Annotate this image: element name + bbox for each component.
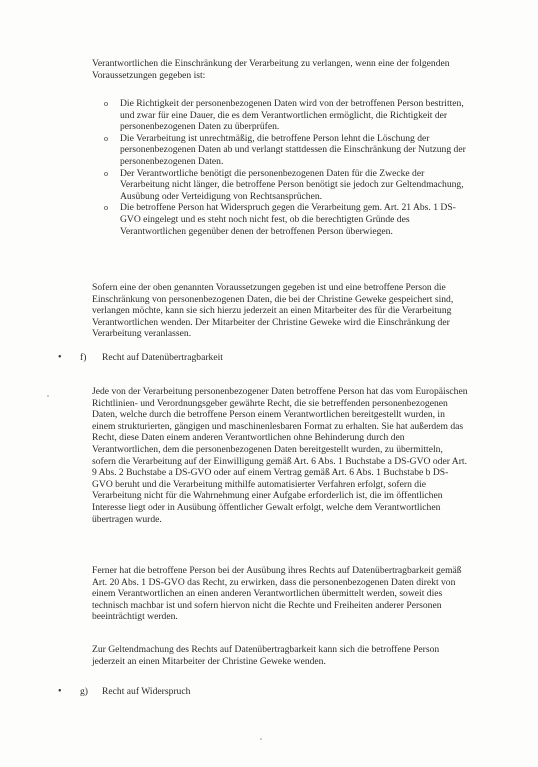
condition-text: Die Richtigkeit der personenbezogenen Daten wird von der betroffenen Person bestritten, und zwar für eine Dauer, die es dem Verantwortlichen ermöglicht, die Richtigkeit der personenbezogenen Daten zu überprüfen. (120, 98, 464, 133)
condition-text: Die betroffene Person hat Widerspruch gegen die Verarbeitung gem. Art. 21 Abs. 1 DS-GVO eingelegt und es steht noch nicht fest, ob die berechtigten Gründe des Verantwortlichen gegenüber denen der betroffenen Person überwiegen. (120, 202, 456, 237)
conditions-list (104, 98, 470, 237)
bullet-icon: • (58, 352, 62, 363)
section-heading-f (58, 352, 223, 364)
circle-bullet-icon: o (104, 203, 108, 213)
circle-bullet-icon: o (104, 133, 108, 143)
circle-bullet-icon: o (104, 99, 108, 108)
section-number: g) (80, 686, 88, 697)
portability-paragraph-3: Zur Geltendmachung des Rechts auf Datenübertragbarkeit kann sich die betroffene Person jederzeit an einen Mitarbeiter der Christine Geweke wenden. (92, 644, 440, 667)
list-item (104, 168, 470, 203)
portability-paragraph-2: Ferner hat die betroffene Person bei der Ausübung ihres Rechts auf Datenübertragbarkeit gemäß Art. 20 Abs. 1 DS-GVO das Recht, zu erwirken, dass die personenbezogenen Daten direkt von einem Verantwortlichen an einen anderen Verantwortlichen übermittelt werden, soweit dies technisch machbar ist und sofern hiervon nicht die Rechte und Freiheiten anderer Personen beeinträchtigt werden. (92, 565, 462, 623)
scan-speck (47, 395, 49, 397)
section-title: Recht auf Widerspruch (102, 686, 191, 697)
bullet-icon: • (58, 686, 62, 697)
condition-text: Der Verantwortliche benötigt die personenbezogenen Daten für die Zwecke der Verarbeitung nicht länger, die betroffene Person benötigt sie jedoch zur Geltendmachung, Ausübung oder Verteidigung von Rechtsansprüchen. (120, 167, 464, 202)
restriction-paragraph: Sofern eine der oben genannten Voraussetzungen gegeben ist und eine betroffene Person die Einschränkung von personenbezogenen Daten, die bei der Christine Geweke gespeichert sind, verlangen möchte, kann sie sich hierzu jederzeit an einen Mitarbeiter des für die Verarbeitung Verantwortlichen wenden. Der Mitarbeiter der Christine Geweke wird die Einschränkung der Verarbeitung veranlassen. (92, 282, 454, 340)
section-title: Recht auf Datenübertragbarkeit (102, 352, 223, 363)
intro-paragraph: Verantwortlichen die Einschränkung der Verarbeitung zu verlangen, wenn eine der folgenden Voraussetzungen gegeben ist: (92, 58, 450, 81)
list-item (104, 98, 470, 133)
condition-text: Die Verarbeitung ist unrechtmäßig, die betroffene Person lehnt die Löschung der personenbezogenen Daten ab und verlangt stattdessen die Einschränkung der Nutzung der personenbezogenen Daten. (120, 132, 466, 167)
list-item (104, 133, 470, 168)
circle-bullet-icon: o (104, 168, 108, 178)
section-number: f) (80, 352, 87, 363)
list-item (104, 202, 470, 237)
section-heading-g (58, 686, 190, 698)
scan-speck (260, 738, 262, 740)
portability-paragraph-1: Jede von der Verarbeitung personenbezogener Daten betroffene Person hat das vom Europäischen Richtlinien- und Verordnungsgeber gewährte Recht, die sie betreffenden personenbezogenen Daten, welche durch die betroffene Person einem Verantwortlichen bereitgestellt wurden, in einem strukturierten, gängigen und maschinenlesbaren Format zu erhalten. Sie hat außerdem das Recht, diese Daten einem anderen Verantwortlichen ohne Behinderung durch den Verantwortlichen, dem die personenbezogenen Daten bereitgestellt wurden, zu übermitteln, sofern die Verarbeitung auf der Einwilligung gemäß Art. 6 Abs. 1 Buchstabe a DS-GVO oder Art. 9 Abs. 2 Buchstabe a DS-GVO oder auf einem Vertrag gemäß Art. 6 Abs. 1 Buchstabe b DS-GVO beruht und die Verarbeitung mithilfe automatisierter Verfahren erfolgt, sofern die Verarbeitung nicht für die Wahrnehmung einer Aufgabe erforderlich ist, die im öffentlichen Interesse liegt oder in Ausübung öffentlicher Gewalt erfolgt, welche dem Verantwortlichen übertragen wurde. (92, 386, 468, 525)
